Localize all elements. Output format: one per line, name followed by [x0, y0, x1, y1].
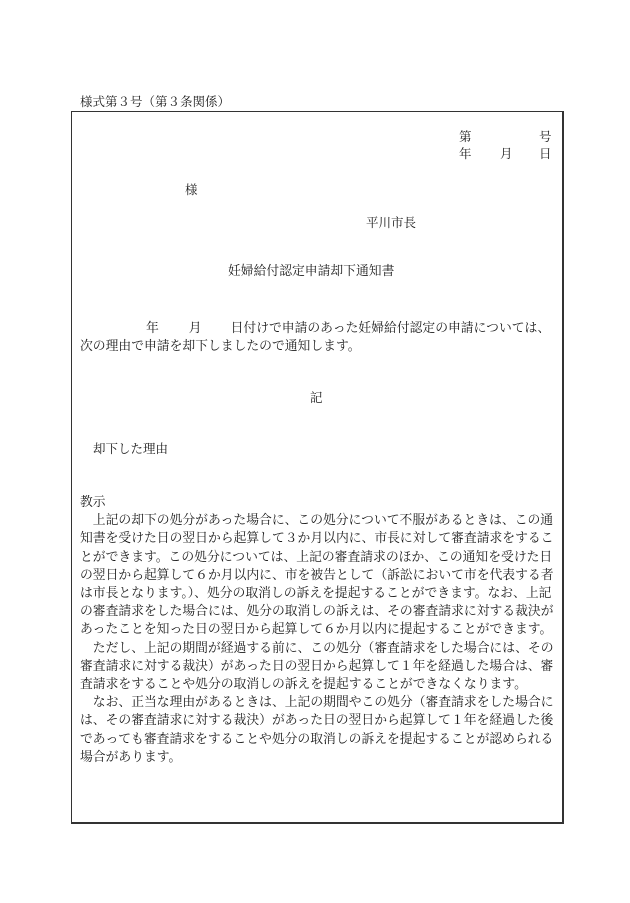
instruction-paragraph-3: なお、正当な理由があるときは、上記の期間やこの処分（審査請求をした場合には、その審査請求に対する裁決）があった日の翌日から起算して１年を経過した後であっても審査請求をすることや処分の取消しの訴えを提起することが認められる場合があります。 — [80, 695, 554, 765]
instruction-heading: 教示 — [80, 495, 106, 510]
date-day: 日 — [539, 146, 552, 161]
date-month: 月 — [500, 146, 513, 161]
ki-label: 記 — [310, 390, 323, 405]
addressee-suffix: 様 — [185, 182, 198, 197]
date-year: 年 — [459, 146, 472, 161]
intro-paragraph — [80, 320, 560, 356]
number-suffix: 号 — [539, 129, 552, 144]
issuer-name: 平川市長 — [366, 215, 417, 230]
intro-year: 年 — [146, 321, 159, 336]
document-title: 妊婦給付認定申請却下通知書 — [228, 264, 395, 279]
number-prefix: 第 — [459, 129, 472, 144]
intro-text-line1: 日付けで申請のあった妊婦給付認定の申請については、 — [230, 321, 551, 336]
reason-label: 却下した理由 — [93, 441, 169, 456]
instruction-paragraph-1: 上記の却下の処分があった場合に、この処分について不服があるときは、この通知書を受けた日の翌日から起算して３か月以内に、市長に対して審査請求をすることができます。この処分については、上記の審査請求のほか、この通知を受けた日の翌日から起算して６か月以内に、市を被告として（訴訟において市を代表する者は市長となります。）、処分の取消しの訴えを提起することができます。なお、上記の審査請求をした場合には、処分の取消しの訴えは、その審査請求に対する裁決があったことを知った日の翌日から起算して６か月以内に提起することができます。 — [80, 513, 554, 638]
intro-month: 月 — [188, 321, 202, 336]
intro-text-line2: 次の理由で申請を却下しましたので通知します。 — [80, 339, 361, 354]
form-number-label: 様式第３号（第３条関係） — [80, 94, 231, 109]
instruction-paragraph-2: ただし、上記の期間が経過する前に、この処分（審査請求をした場合には、その審査請求に対する裁決）があった日の翌日から起算して１年を経過した場合は、審査請求をすることや処分の取消しの訴えを提起することができなくなります。 — [80, 640, 554, 693]
instruction-section — [80, 494, 556, 767]
